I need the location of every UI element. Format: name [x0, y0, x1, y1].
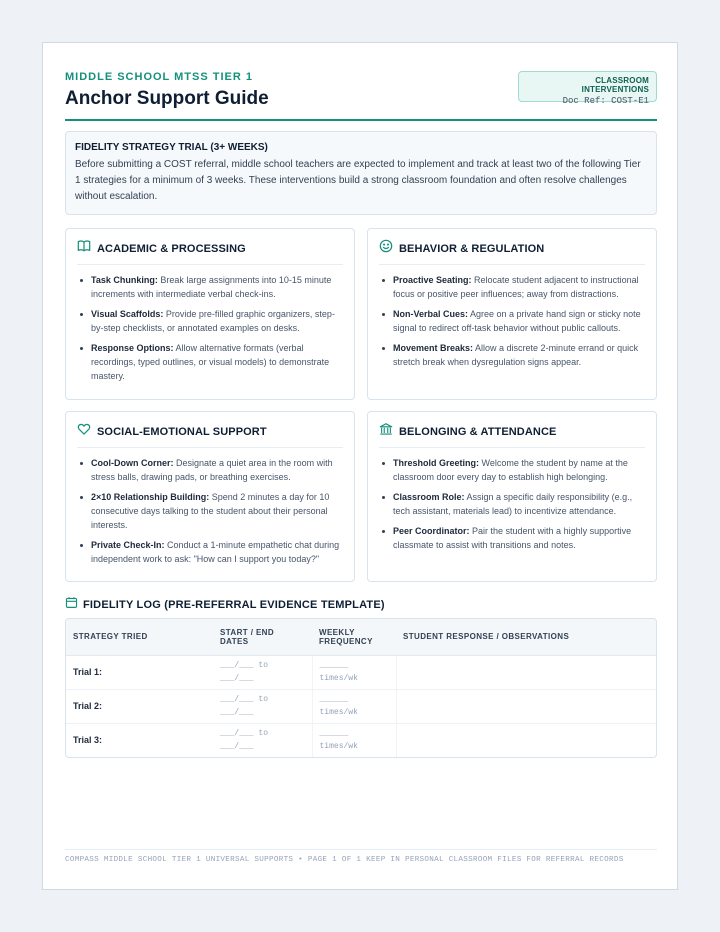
item-label: Visual Scaffolds: — [91, 309, 164, 319]
item-text: Allow a discrete 2-minute errand or quick stretch break when dysregulation signs appear. — [393, 343, 639, 367]
list-item — [379, 307, 645, 335]
log-section-header — [65, 596, 385, 614]
item-label: Response Options: — [91, 343, 174, 353]
document-page — [42, 42, 678, 890]
dates-cell[interactable] — [213, 723, 312, 757]
observations-cell[interactable] — [396, 655, 656, 689]
heart-icon — [77, 422, 91, 441]
card-title: BEHAVIOR & REGULATION — [399, 242, 545, 255]
header-eyebrow: MIDDLE SCHOOL MTSS TIER 1 — [65, 71, 253, 83]
list-item — [77, 490, 343, 532]
frequency-cell[interactable] — [312, 655, 396, 689]
item-text: Pair the student with a highly supportive classmate to assist with transitions and notes. — [393, 526, 632, 550]
item-text: Assign a specific daily responsibility (e.g., tech assistant, materials lead) to incentivize attendance. — [393, 492, 633, 516]
strategy-list — [379, 456, 645, 552]
item-label: Proactive Seating: — [393, 275, 472, 285]
item-label: Threshold Greeting: — [393, 458, 480, 468]
item-text: Agree on a private hand sign or sticky note signal to redirect off-task behavior without public callouts. — [393, 309, 641, 333]
card-header — [77, 239, 343, 265]
frequency-unit: times/wk — [319, 708, 358, 717]
item-label: 2×10 Relationship Building: — [91, 492, 210, 502]
item-text: Allow alternative formats (verbal recordings, typed outlines, or visual models) to demonstrate mastery. — [91, 343, 330, 381]
frequency-unit: times/wk — [319, 742, 358, 752]
trial-label: Trial 1: — [66, 655, 213, 689]
item-label: Private Check-In: — [91, 540, 165, 550]
column-header-strategy: STRATEGY TRIED — [66, 619, 213, 655]
calendar-icon — [65, 596, 78, 614]
list-item — [379, 273, 645, 301]
strategy-list — [77, 456, 343, 566]
dates-cell[interactable] — [213, 655, 312, 689]
trial-label: Trial 2: — [66, 689, 213, 723]
column-header-frequency-text: WEEKLY FREQUENCY — [319, 627, 373, 646]
intro-title: FIDELITY STRATEGY TRIAL (3+ WEEKS) — [75, 142, 268, 153]
smile-icon — [379, 239, 393, 258]
item-label: Non-Verbal Cues: — [393, 309, 469, 319]
document-reference-badge — [518, 71, 657, 106]
table-row — [66, 655, 656, 689]
item-text: Relocate student adjacent to instructional focus or positive peer influences; away from distractions. — [393, 275, 639, 299]
dates-start: ___/___ to — [220, 729, 269, 739]
list-item — [77, 538, 343, 566]
observations-cell[interactable] — [396, 689, 656, 723]
item-text: Break large assignments into 10-15 minute increments with intermediate verbal check-ins. — [91, 275, 332, 299]
card-belonging-attendance — [367, 411, 657, 582]
document-header — [65, 69, 657, 121]
column-header-frequency — [312, 619, 396, 655]
intro-panel — [65, 131, 657, 215]
item-text: Provide pre-filled graphic organizers, step-by-step checklists, or annotated examples on desks. — [91, 309, 335, 333]
item-label: Peer Coordinator: — [393, 526, 470, 536]
reference-label: CLASSROOM INTERVENTIONS — [581, 76, 649, 94]
observations-cell[interactable] — [396, 723, 656, 757]
trial-label: Trial 3: — [73, 735, 103, 746]
log-title: FIDELITY LOG (PRE-REFERRAL EVIDENCE TEMPLATE) — [83, 599, 385, 611]
item-label: Task Chunking: — [91, 275, 158, 285]
item-text: Conduct a 1-minute empathetic chat during independent work to ask: "How can I support you today?" — [91, 540, 340, 564]
card-social-emotional-support — [65, 411, 355, 582]
dates-start: ___/___ to — [220, 661, 269, 670]
frequency-blank: ______ — [319, 729, 349, 739]
card-header — [379, 239, 645, 265]
frequency-blank: ______ — [319, 695, 349, 704]
fidelity-log-table — [65, 618, 657, 758]
item-label: Classroom Role: — [393, 492, 465, 502]
page-title: Anchor Support Guide — [65, 88, 269, 109]
card-title: SOCIAL-EMOTIONAL SUPPORT — [97, 425, 267, 438]
card-academic-processing — [65, 228, 355, 400]
reference-code: Doc Ref: COST-E1 — [562, 96, 649, 106]
column-header-observations: STUDENT RESPONSE / OBSERVATIONS — [396, 619, 656, 655]
card-title: BELONGING & ATTENDANCE — [399, 425, 557, 438]
list-item — [77, 273, 343, 301]
item-label: Cool-Down Corner: — [91, 458, 174, 468]
frequency-blank: ______ — [319, 661, 349, 670]
card-header — [379, 422, 645, 448]
table-header-row — [66, 619, 656, 655]
item-text: Spend 2 minutes a day for 10 consecutive days talking to the student about their personal interests. — [91, 492, 330, 530]
card-header — [77, 422, 343, 448]
list-item — [77, 456, 343, 484]
intro-text: Before submitting a COST referral, middle school teachers are expected to implement and track at least two of the following Tier 1 strategies for a minimum of 3 weeks. These interventions build a strong classroom foundation and often resolve challenges without escalation. — [75, 159, 641, 202]
dates-end: ___/___ — [220, 708, 254, 717]
list-item — [379, 456, 645, 484]
list-item — [77, 341, 343, 383]
dates-end: ___/___ — [220, 674, 254, 683]
list-item — [379, 524, 645, 552]
item-text: Designate a quiet area in the room with stress balls, drawing pads, or breathing exercises. — [91, 458, 333, 482]
frequency-unit: times/wk — [319, 674, 358, 683]
table-row — [66, 689, 656, 723]
frequency-cell[interactable] — [312, 689, 396, 723]
item-text: Welcome the student by name at the classroom door every day to establish high belonging. — [393, 458, 628, 482]
strategy-list — [379, 273, 645, 369]
item-label: Movement Breaks: — [393, 343, 474, 353]
list-item — [379, 490, 645, 518]
table-row — [66, 723, 656, 757]
school-building-icon — [379, 422, 393, 441]
dates-start: ___/___ to — [220, 695, 269, 704]
frequency-cell[interactable] — [312, 723, 396, 757]
dates-end: ___/___ — [220, 742, 254, 752]
page-footer: COMPASS MIDDLE SCHOOL TIER 1 UNIVERSAL SUPPORTS • PAGE 1 OF 1 KEEP IN PERSONAL CLASSROOM FILES FOR REFERRAL RECORDS — [65, 849, 657, 864]
list-item — [77, 307, 343, 335]
book-icon — [77, 239, 91, 258]
strategy-list — [77, 273, 343, 383]
dates-cell[interactable] — [213, 689, 312, 723]
list-item — [379, 341, 645, 369]
card-title: ACADEMIC & PROCESSING — [97, 242, 246, 255]
card-behavior-regulation — [367, 228, 657, 400]
column-header-dates: START / END DATES — [213, 619, 312, 655]
